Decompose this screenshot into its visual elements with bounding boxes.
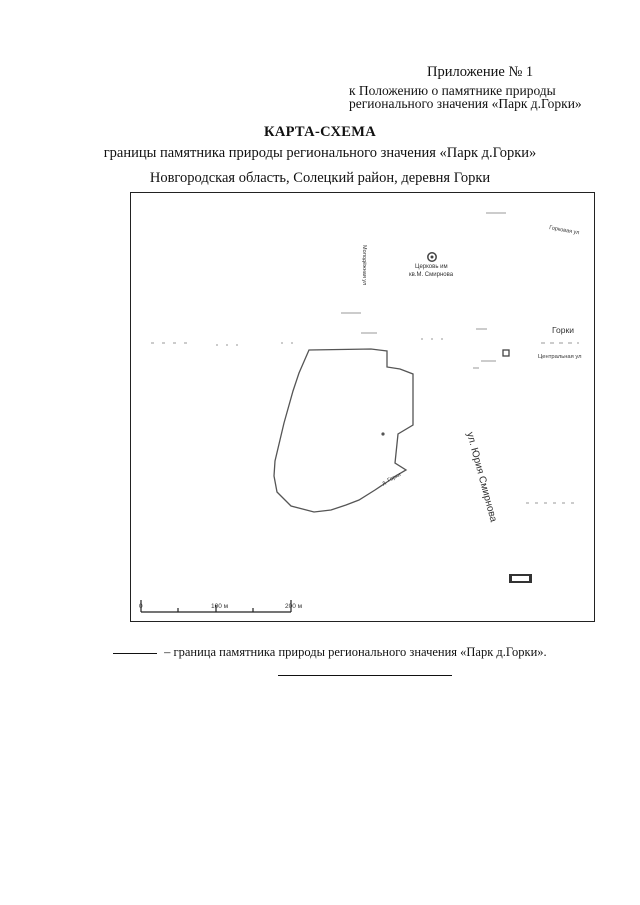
map-canvas bbox=[131, 193, 594, 621]
church-label-2: кв.М. Смирнова bbox=[409, 272, 454, 278]
legend bbox=[113, 645, 547, 660]
village-marker-icon bbox=[503, 350, 509, 356]
street-tsentralnaya-label: Центральная ул bbox=[538, 354, 582, 360]
document-title: КАРТА-СХЕМА bbox=[264, 124, 376, 140]
annex-reference-line2: регионального значения «Парк д.Горки» bbox=[349, 96, 582, 111]
park-path-label: д. Горки bbox=[381, 471, 403, 487]
church-label: Церковь им bbox=[415, 264, 448, 270]
scale-label-zero: 0 bbox=[139, 603, 143, 610]
annex-title: Приложение № 1 bbox=[427, 64, 534, 80]
street-smirnova-label: ул. Юрия Смирнова bbox=[464, 430, 499, 524]
scale-label-end: 200 м bbox=[285, 603, 303, 610]
scale-label-mid: 100 м bbox=[211, 603, 229, 610]
street-vertical-label: Молодёжная ул bbox=[361, 245, 367, 286]
street-gorkovaya-label: Горковая ул bbox=[548, 225, 580, 237]
document-subtitle: границы памятника природы регионального значения «Парк д.Горки» bbox=[103, 145, 537, 161]
map-scheme bbox=[130, 192, 595, 622]
document-location: Новгородская область, Солецкий район, деревня Горки bbox=[149, 170, 491, 186]
park-boundary bbox=[274, 349, 413, 512]
annex-reference-line1: к Положению о памятнике природы bbox=[349, 83, 556, 98]
end-rule bbox=[278, 675, 452, 676]
boundary-marker bbox=[381, 432, 384, 435]
legend-text: – граница памятника природы регионального значения «Парк д.Горки». bbox=[161, 645, 547, 659]
village-label: Горки bbox=[552, 325, 574, 335]
legend-boundary-line bbox=[113, 653, 157, 654]
